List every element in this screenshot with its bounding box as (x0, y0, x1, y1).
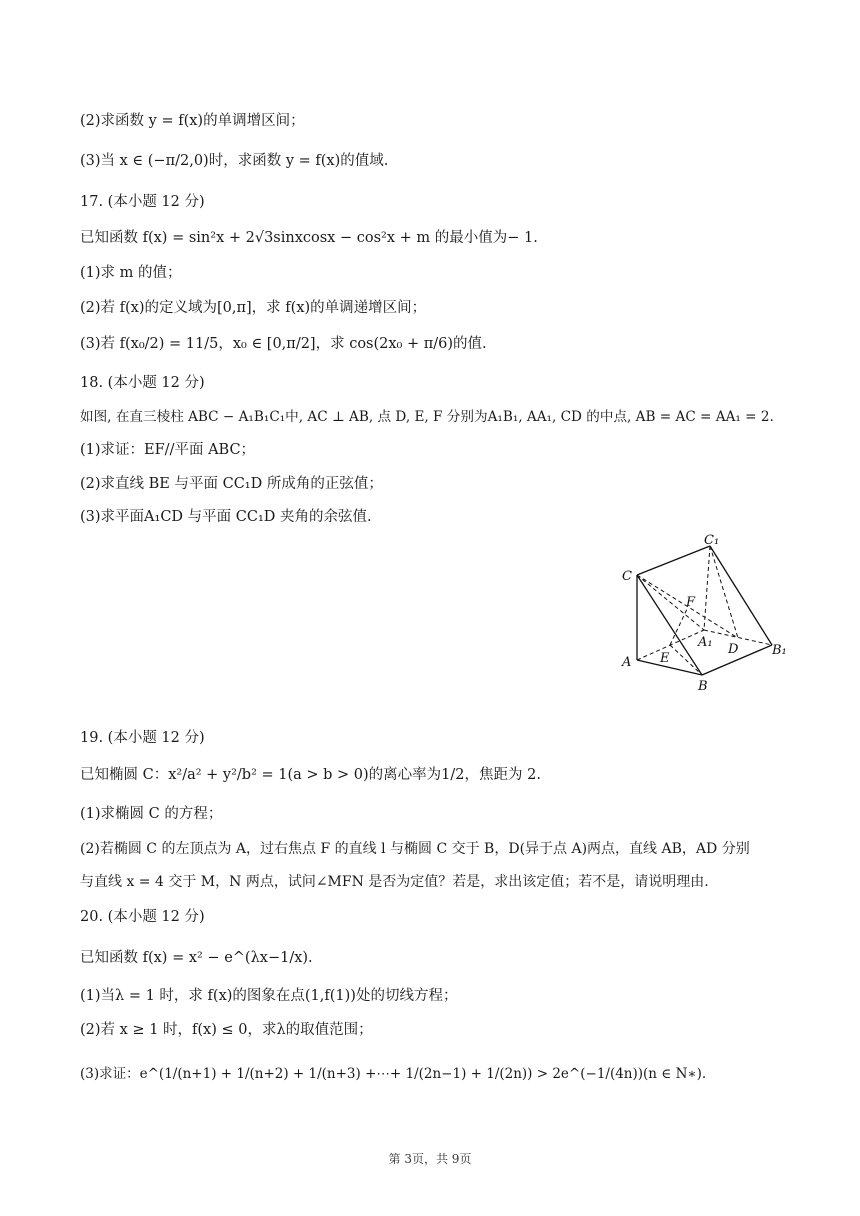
label-b: B (698, 679, 708, 694)
q19-stem: 已知椭圆 C：x²/a² + y²/b² = 1(a > b > 0)的离心率为1/2，焦距为 2. (80, 767, 541, 783)
q20-part2: (2)若 x ≥ 1 时，f(x) ≤ 0，求λ的取值范围； (80, 1022, 373, 1038)
prism-figure (612, 530, 812, 700)
q16-part2: (2)求函数 y = f(x)的单调增区间； (80, 113, 305, 129)
q20-part3: (3)求证：e^(1/(n+1) + 1/(n+2) + 1/(n+3) +⋯+ 1/(2n−1) + 1/(2n)) > 2e^(−1/(4n))(n ∈ N∗). (80, 1066, 707, 1082)
q18-part1: (1)求证：EF//平面 ABC； (80, 442, 256, 458)
q16-part3: (3)当 x ∈ (−π/2,0)时，求函数 y = f(x)的值域. (80, 153, 389, 169)
label-a1: A₁ (698, 635, 713, 650)
q17-part2: (2)若 f(x)的定义域为[0,π]，求 f(x)的单调递增区间； (80, 300, 427, 316)
label-f: F (686, 595, 696, 610)
q19-heading: 19. (本小题 12 分) (80, 730, 205, 746)
q17-part1: (1)求 m 的值； (80, 265, 182, 281)
edge-cc1 (637, 546, 710, 575)
edge-c1d (710, 546, 738, 638)
edge-c1b1 (710, 546, 772, 645)
q18-part3: (3)求平面A₁CD 与平面 CC₁D 夹角的余弦值. (80, 509, 372, 525)
q19-part2-b: 与直线 x = 4 交于 M，N 两点，试问∠MFN 是否为定值？若是，求出该定值；若不是，请说明理由. (80, 874, 709, 890)
q17-heading: 17. (本小题 12 分) (80, 194, 205, 210)
q19-part1: (1)求椭圆 C 的方程； (80, 806, 223, 822)
q20-part1: (1)当λ = 1 时，求 f(x)的图象在点(1,f(1))处的切线方程； (80, 988, 458, 1004)
q20-stem: 已知函数 f(x) = x² − e^(λx−1/x). (80, 950, 313, 966)
label-a: A (622, 655, 632, 670)
label-c1: C₁ (704, 533, 720, 548)
edge-ab (637, 660, 702, 675)
label-c: C (622, 569, 632, 584)
q17-part3: (3)若 f(x₀/2) = 11/5，x₀ ∈ [0,π/2]，求 cos(2x₀ + π/6)的值. (80, 336, 487, 352)
q19-part2-a: (2)若椭圆 C 的左顶点为 A，过右焦点 F 的直线 l 与椭圆 C 交于 B，D(异于点 A)两点，直线 AB，AD 分别 (80, 841, 750, 857)
label-b1: B₁ (772, 643, 787, 658)
q18-heading: 18. (本小题 12 分) (80, 375, 205, 391)
page-footer: 第 3页，共 9页 (388, 1152, 472, 1166)
q18-part2: (2)求直线 BE 与平面 CC₁D 所成角的正弦值； (80, 476, 383, 492)
label-d: D (728, 642, 739, 657)
q20-heading: 20. (本小题 12 分) (80, 909, 205, 925)
q17-stem: 已知函数 f(x) = sin²x + 2√3sinxcosx − cos²x + m 的最小值为− 1. (80, 230, 538, 246)
edge-cb (637, 575, 702, 675)
label-e: E (660, 651, 670, 666)
q18-stem: 如图, 在直三棱柱 ABC − A₁B₁C₁中, AC ⊥ AB, 点 D, E, F 分别为A₁B₁, AA₁, CD 的中点, AB = AC = AA₁ = 2. (80, 409, 774, 425)
